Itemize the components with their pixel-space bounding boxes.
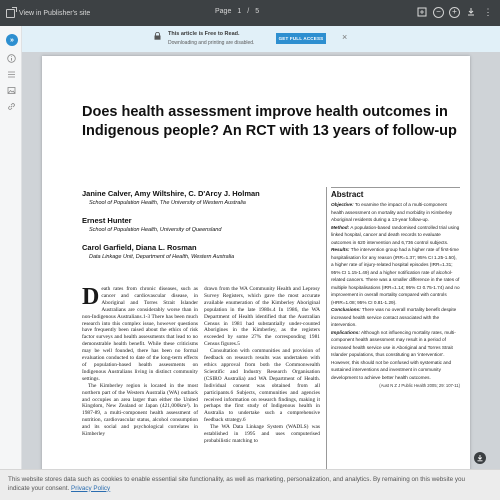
left-sidebar (0, 26, 22, 500)
page-separator: / (247, 8, 250, 15)
lock-icon (154, 32, 161, 40)
zoom-in-icon[interactable]: + (449, 7, 460, 18)
author-group-1: Janine Calver, Amy Wiltshire, C. D'Arcy J. Holman (82, 189, 260, 198)
link-icon[interactable] (7, 102, 16, 111)
article-title: Does health assessment improve health outcomes in Indigenous people? An RCT with 13 years of follow-up (82, 104, 457, 139)
pdf-page (42, 56, 470, 500)
abstract-method-label: Method: (331, 224, 350, 230)
affiliation-1: School of Population Health, The University of Western Australia (89, 200, 246, 206)
info-icon[interactable] (7, 54, 16, 63)
expand-sidebar-icon[interactable]: » (6, 34, 18, 46)
privacy-policy-link[interactable]: Privacy Policy (71, 484, 111, 492)
abstract-box (326, 187, 460, 500)
author-group-2: Ernest Hunter (82, 216, 132, 225)
cookie-consent-bar (0, 469, 500, 500)
abstract-conclusions-label: Conclusions: (331, 307, 361, 312)
access-banner (0, 26, 500, 52)
get-full-access-button[interactable]: GET FULL ACCESS (276, 33, 326, 44)
author-group-3: Carol Garfield, Diana L. Rosman (82, 243, 197, 252)
more-options-icon[interactable]: ⋮ (483, 6, 493, 17)
col2-paragraph-1: drawn from the WA Community Health and Leprosy Survey Registers, which gave the most accurate available enumeration of the Kimberley Aboriginal population in the late 1980s.4 In 1986, the WA Department of Health identified that the Australian Census in 1981 had substantially under-counted Aborigines in the Kimberley, as the registers exceeded by some 27% the corresponding 1981 Census figures.5 (204, 286, 320, 348)
abstract-conclusions-text: There was no overall mortality benefit despite increased health service contact associated with the intervention. (331, 307, 457, 327)
image-icon[interactable] (7, 86, 16, 95)
banner-free-to-read: This article is Free to Read. (168, 31, 240, 37)
view-in-publisher-link[interactable] (6, 6, 90, 20)
cookie-text-block (8, 476, 488, 493)
page-current[interactable]: 1 (237, 8, 242, 15)
cookie-message: This website stores data such as cookies to enable essential site functionality, as well as marketing, personalization, and analytics. By remaining on this website you indicate your consent. (8, 476, 465, 492)
drop-cap: D (82, 284, 100, 310)
abstract-heading: Abstract (331, 187, 460, 199)
abstract-body (331, 201, 460, 381)
affiliation-3: Data Linkage Unit, Department of Health, Western Australia (89, 254, 235, 260)
body-column-1 (82, 286, 198, 438)
download-fab-icon[interactable] (474, 452, 486, 464)
banner-download-disabled: Downloading and printing are disabled. (168, 40, 255, 46)
download-icon[interactable] (465, 6, 477, 18)
abstract-results-label: Results: (331, 247, 350, 252)
col1-paragraph-1: eath rates from chronic diseases, such as cancer and cardiovascular disease, in Aboriginal and Torres Strait Islander Australians are considerably worse than in non-Indigenous Australians.1-3 There has been much research into this complex issue, however questions have frequently been raised about the ethics of risk factor surveys and health assessments that lead to no demonstrable health benefit. While these criticisms may be well founded, there has been no formal evaluation conducted to date of the long-term effects of population-based health assessments on Indigenous Australians living in distinct community settings. (82, 286, 198, 382)
view-in-publisher-label: View in Publisher's site (19, 9, 91, 17)
col2-paragraph-3: The WA Data Linkage System (WADLS) was established in 1995 and uses computerised probabilistic matching to (204, 424, 320, 444)
author-list (82, 189, 322, 270)
external-link-icon (6, 9, 15, 18)
page-indicator (215, 8, 259, 15)
page-total: 5 (255, 8, 260, 15)
journal-citation: (Aust N Z J Public Health 2005; 29: 107-11) (379, 383, 460, 388)
abstract-implications-label: Implications: (331, 329, 360, 335)
page-label: Page (215, 8, 232, 15)
col1-paragraph-2: The Kimberley region is located in the most northern part of the Western Australia (WA) outback and occupies an area larger than either the United Kingdom, New Zealand or Japan (421,000km²). In 1987-89, a multi-component health assessment of nutrition, cardiovascular status, alcohol consumption and its social and psychological correlates in Kimberley (82, 382, 198, 438)
body-column-2 (204, 286, 320, 445)
abstract-objective-text: To examine the impact of a multi-component health assessment on mortality and morbidity in Kimberley Aboriginal residents during a 13-year follow-up. (331, 202, 453, 222)
abstract-implications-text: Although not influencing mortality rates, multi-component health assessment may result in a period of increased health service use in Aboriginal and Torres Strait Islander populations, thus constituting an 'intervention'. However, this should not be confused with systematic and sustained interventions and investment in community development to achieve better health outcomes. (331, 329, 456, 380)
list-icon[interactable] (7, 70, 16, 79)
viewer-toolbar (0, 0, 500, 26)
zoom-out-icon[interactable]: − (433, 7, 444, 18)
fit-page-icon[interactable] (416, 6, 428, 18)
affiliation-2: School of Population Health, University of Queensland (89, 227, 222, 233)
abstract-objective-label: Objective: (331, 202, 354, 207)
abstract-results-text: The intervention group had a higher rate of first-time hospitalisation for any reason (IRR=1.37; 95% CI 1.25-1.50), a higher rate of injury-related hospital episodes (IRR=1.31; 95% CI 1.15-1.49) and a higher notification rate of alcohol-related cancers. There was a smaller difference in the rates of multiple hospitalisations (IRR=1.14; 95% CI 0.75-1.74) and no improvement in overall mortality compared with controls (HRR=1.08; 95% CI 0.81-1.29). (331, 247, 460, 305)
close-banner-icon[interactable]: × (342, 32, 348, 42)
abstract-method-text: A population-based randomised controlled trial using linked hospital, cancer and death records to evaluate outcomes in 620 intervention and 6,736 control subjects. (331, 224, 460, 245)
col2-paragraph-2: Consultation with communities and provision of feedback on research results was undertaken with ethics approval from both the Commonwealth Scientific and Industry Research Organisation (CSIRO Australia) and WA Department of Health. Individual consent was obtained from all participants.6 Subjects, communities and agencies received information on research findings, making it perhaps the first study of Indigenous health in Australia to undertake such a comprehensive feedback strategy.6 (204, 348, 320, 424)
